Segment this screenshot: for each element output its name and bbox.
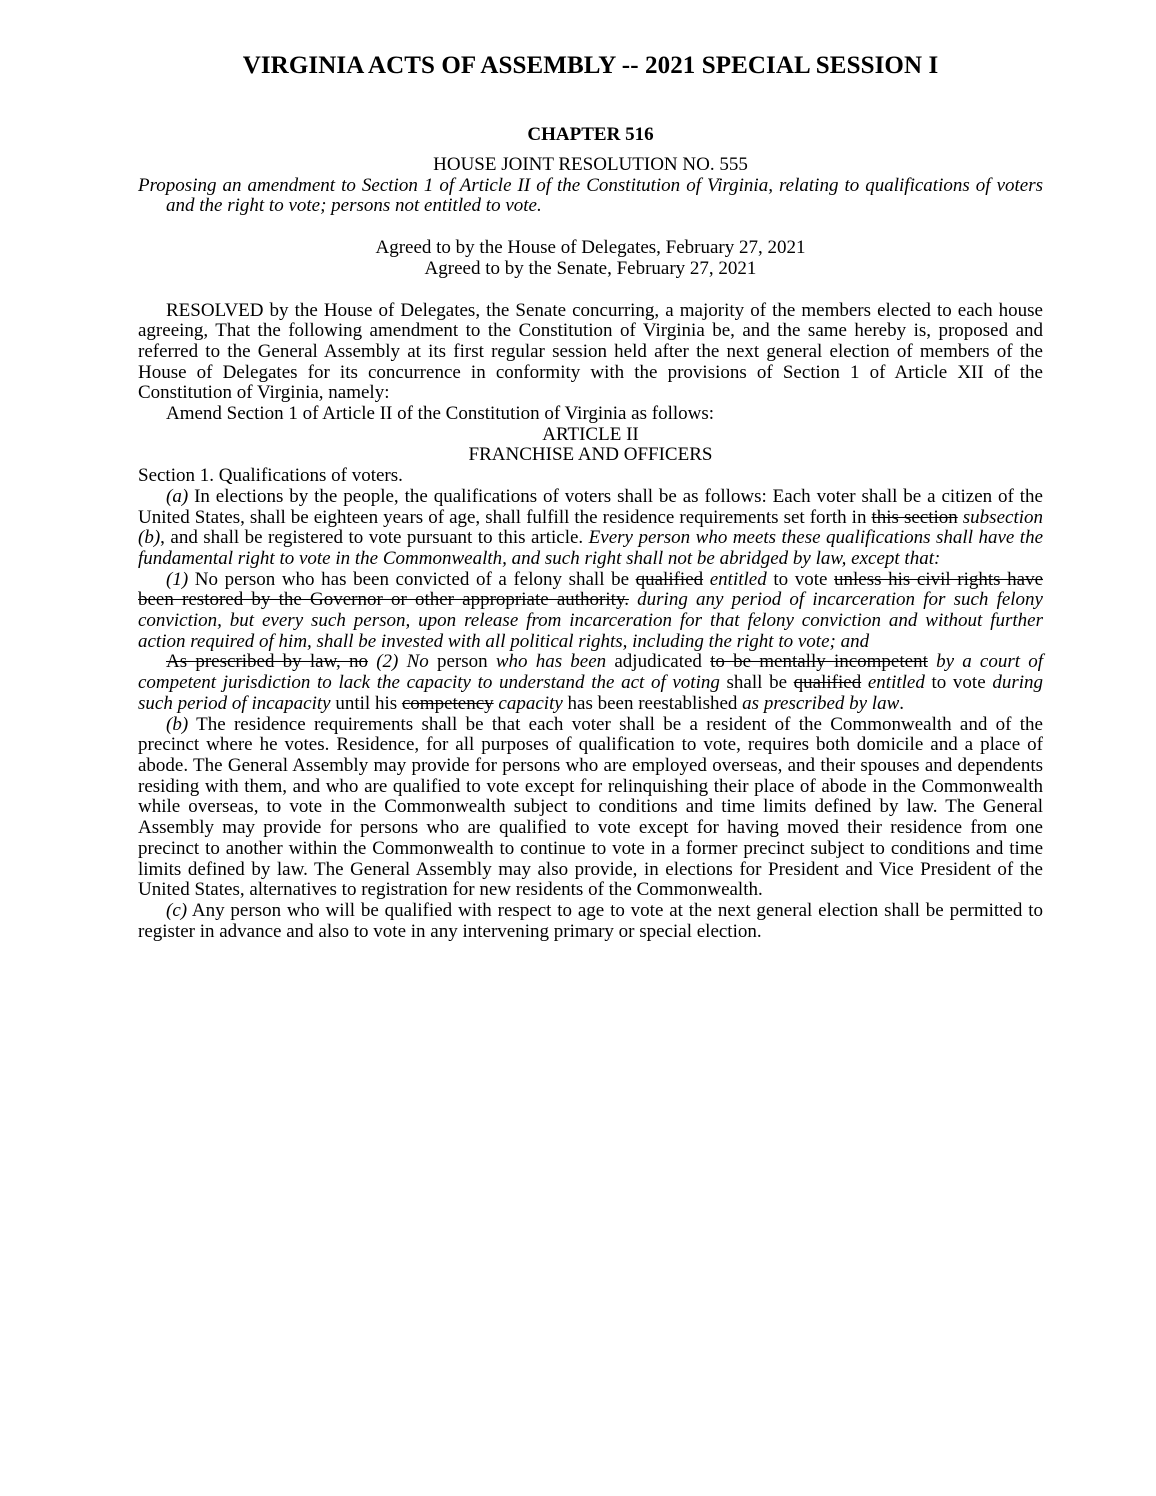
struck-text: competency (401, 692, 494, 714)
resolution-number: HOUSE JOINT RESOLUTION NO. 555 (433, 154, 748, 175)
amend-line: Amend Section 1 of Article II of the Constitution of Virginia as follows: (166, 403, 715, 425)
agreement-block (138, 238, 1043, 279)
inserted-text: as prescribed by law (742, 692, 900, 714)
agreed-senate: Agreed to by the Senate, February 27, 2021 (424, 257, 757, 279)
plain-text: . (899, 692, 905, 714)
subsection-c-label: (c) (166, 899, 188, 921)
inserted-text: subsection (b) (138, 506, 1043, 549)
inserted-text: by a court of competent jurisdiction to lack the capacity to understand the act of voting (138, 651, 1043, 694)
inserted-text: during such period of incapacity (138, 672, 1043, 714)
inserted-text: (2) No (368, 651, 429, 673)
struck-text: qualified (635, 568, 704, 590)
struck-text: this section (871, 506, 958, 528)
document-page (138, 50, 1043, 942)
article-number: ARTICLE II (542, 423, 639, 445)
subsection-a (138, 487, 1043, 570)
inserted-text: who has been (495, 651, 607, 673)
chapter-heading: CHAPTER 516 (527, 124, 654, 145)
subsection-1-label: (1) (166, 568, 189, 590)
subsection-b-label: (b) (166, 713, 189, 735)
agreed-house: Agreed to by the House of Delegates, February 27, 2021 (375, 237, 806, 259)
struck-text: As prescribed by law, no (166, 651, 369, 673)
subsection-a-label: (a) (166, 485, 189, 507)
plain-text: adjudicated (606, 651, 711, 673)
subsection-c (138, 901, 1043, 942)
inserted-text: entitled (861, 672, 925, 694)
struck-text: unless his civil rights have been restored by the Governor or other appropriate authority. (138, 568, 1044, 611)
subsection-a-text-1: In elections by the people, the qualifications of voters shall be as follows: Each voter shall be a citizen of the United States, shall be eighteen years of age, shall fulfill the residence requirements set forth in (138, 485, 1043, 528)
inserted-text: capacity (493, 692, 563, 714)
subsection-a-text-2: , and shall be registered to vote pursuant to this article. (160, 527, 589, 549)
struck-text: to be mentally incompetent (710, 651, 928, 673)
plain-text: person (428, 651, 496, 673)
article-title: FRANCHISE AND OFFICERS (468, 444, 713, 466)
subsection-2 (138, 652, 1043, 714)
plain-text: shall be (719, 672, 794, 694)
subsection-c-text: Any person who will be qualified with respect to age to vote at the next general election shall be permitted to register in advance and also to vote in any intervening primary or special election. (138, 899, 1043, 942)
plain-text: has been reestablished (562, 692, 743, 714)
subsection-b-text: The residence requirements shall be that each voter shall be a resident of the Commonwealth and of the precinct where he votes. Residence, for all purposes of qualification to vote, requires both domicile and a place of abode. The General Assembly may provide for persons who are employed overseas, and their spouses and dependents residing with them, and who are qualified to vote except for relinquishing their place of abode in the Commonwealth while overseas, to vote in the Commonwealth subject to conditions and time limits defined by law. The General Assembly may provide for persons who are qualified to vote except for having moved their residence from one precinct to another within the Commonwealth to continue to vote in a former precinct subject to conditions and time limits defined by law. The General Assembly may also provide, in elections for President and Vice President of the United States, alternatives to registration for new residents of the Commonwealth. (138, 713, 1043, 901)
struck-text: qualified (793, 672, 862, 694)
subsection-1-text-1: No person who has been convicted of a felony shall be (188, 568, 636, 590)
document-title: VIRGINIA ACTS OF ASSEMBLY -- 2021 SPECIAL SESSION I (242, 52, 939, 79)
plain-text: until his (330, 692, 402, 714)
subsection-b (138, 715, 1043, 901)
subsection-1-text-2: to vote (766, 568, 835, 590)
inserted-text: during any period of incarceration for such felony conviction, but every such person, upon release from incarceration for that felony conviction and without further action required of him, shall be invested with all political rights, including the right to vote; and (138, 589, 1043, 652)
resolved-paragraph: RESOLVED by the House of Delegates, the Senate concurring, a majority of the members elected to each house agreeing, That the following amendment to the Constitution of Virginia be, and the same hereby is, proposed and referred to the General Assembly at its first regular session held after the next general election of members of the House of Delegates for its concurrence in conformity with the provisions of Section 1 of Article XII of the Constitution of Virginia, namely: (138, 299, 1043, 404)
inserted-text: entitled (703, 568, 767, 590)
plain-text: to vote (924, 672, 993, 694)
subsection-1 (138, 570, 1043, 653)
section-heading: Section 1. Qualifications of voters. (138, 465, 403, 487)
resolution-caption: Proposing an amendment to Section 1 of Article II of the Constitution of Virginia, relating to qualifications of voters and the right to vote; persons not entitled to vote. (138, 174, 1043, 217)
inserted-text: Every person who meets these qualifications shall have the fundamental right to vote in the Commonwealth, and such right shall not be abridged by law, except that: (138, 527, 1043, 569)
